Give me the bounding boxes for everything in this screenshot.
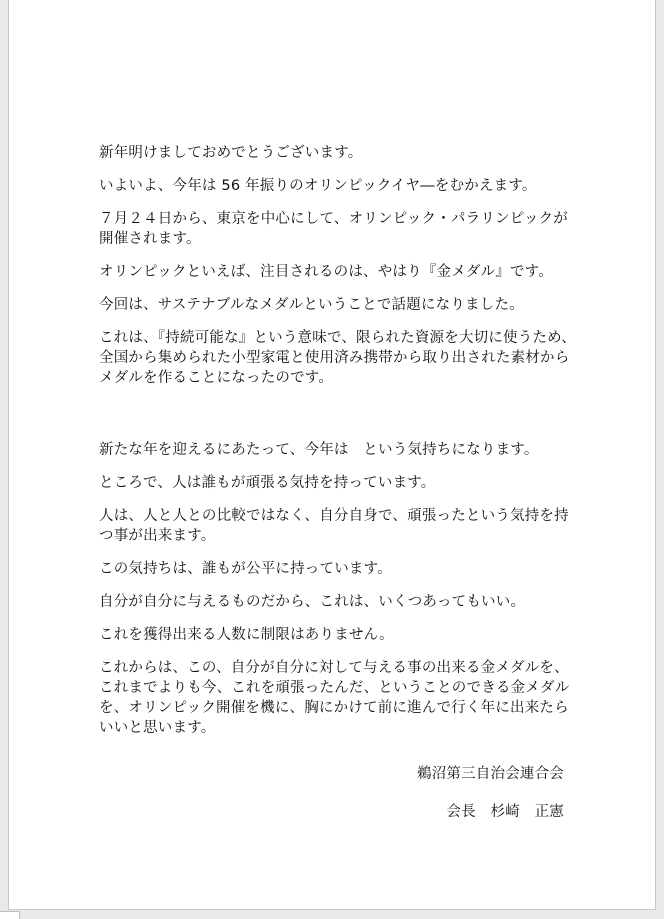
signature-organization: 鵜沼第三自治会連合会	[417, 766, 564, 782]
signature-title-name: 会長 杉崎 正憲	[446, 804, 564, 820]
paragraph-self-reward: 自分が自分に与えるものだから、これは、いくつあってもいい。	[99, 594, 526, 610]
paragraph-no-limit: これを獲得出来る人数に制限はありません。	[99, 627, 394, 643]
paragraph-spacer	[99, 401, 579, 440]
paragraph-closing: これからは、この、自分が自分に対して与える事の出来る金メダルを、これまでよりも今、これを頑張ったんだ、ということのできる金メダルを、オリンピック開催を機に、胸にかけて前に進んで行く年に出来たらいいと思います。	[99, 660, 570, 736]
paragraph-self-comparison: 人は、人と人との比較ではなく、自分自身で、頑張ったという気持を持つ事が出来ます。	[99, 508, 569, 544]
paragraph-sustainable-medal: 今回は、サステナブルなメダルということで話題になりました。	[99, 297, 524, 313]
paragraph-tokyo-games: ７月２４日から、東京を中心にして、オリンピック・パラリンピックが開催されます。	[99, 211, 568, 247]
paragraph-olympic-year: いよいよ、今年は 56 年振りのオリンピックイヤ―をむかえます。	[99, 178, 537, 194]
paragraph-gold-medal: オリンピックといえば、注目されるのは、やはり『金メダル』です。	[99, 264, 553, 280]
status-corner	[0, 911, 20, 919]
paragraph-fairness: この気持ちは、誰もが公平に持っています。	[99, 561, 392, 577]
document-body	[99, 143, 579, 751]
paragraph-greeting: 新年明けましておめでとうございます。	[99, 145, 363, 161]
paragraph-effort-feeling: ところで、人は誰もが頑張る気持を持っています。	[99, 475, 436, 491]
paragraph-new-year-feeling: 新たな年を迎えるにあたって、今年は という気持ちになります。	[99, 442, 539, 458]
paragraph-recycled-materials: これは、『持続可能な』という意味で、限られた資源を大切に使うため、全国から集められた小型家電と使用済み携帯から取り出された素材からメダルを作ることになったのです。	[99, 330, 576, 386]
signature-block	[417, 764, 564, 840]
document-page	[8, 0, 656, 910]
